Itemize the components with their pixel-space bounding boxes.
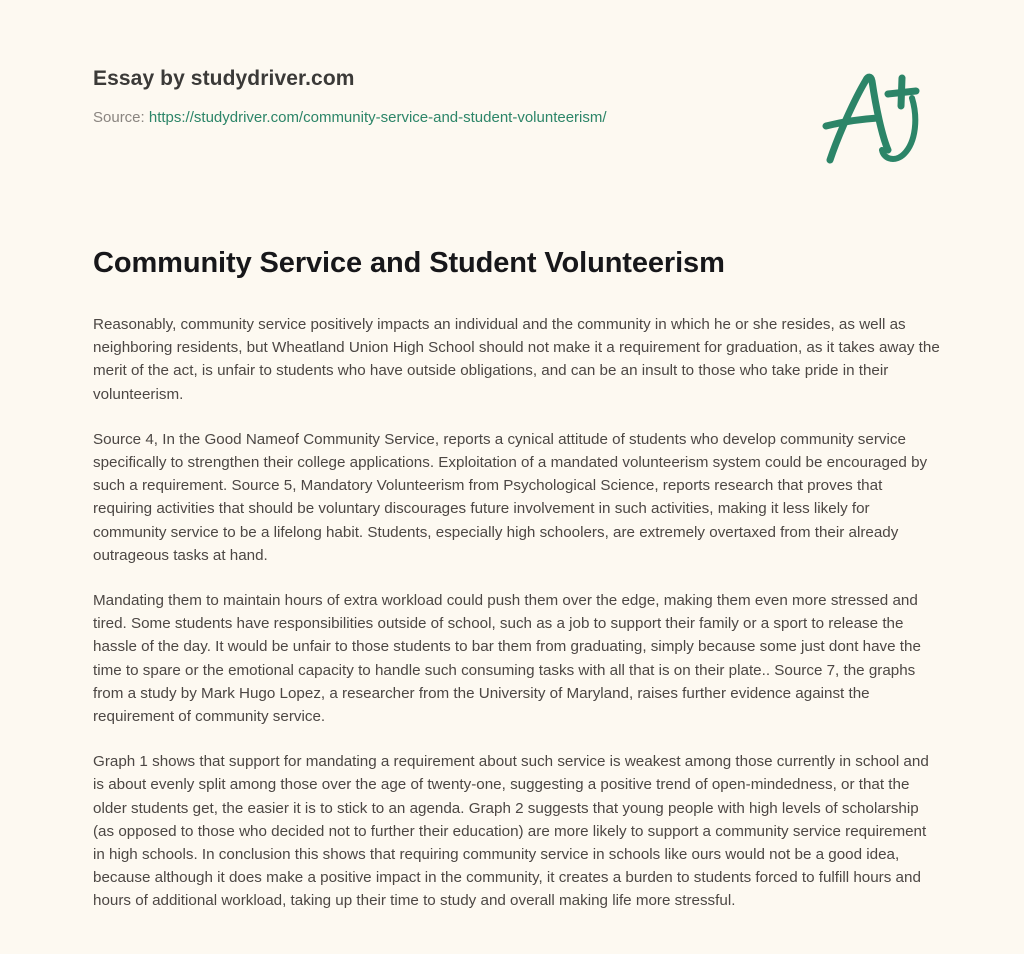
paragraph: Reasonably, community service positively impacts an individual and the community in which he or she resides, as well as neighboring residents, but Wheatland Union High School should not make it a requirement for graduation, as it takes away the merit of the act, is unfair to students who have outside obligations, and can be an insult to those who take pride in their volunteerism. <box>93 316 940 403</box>
source-label: Source: <box>93 109 145 126</box>
source-line <box>93 92 793 128</box>
page-header <box>93 66 793 128</box>
paragraph: Source 4, In the Good Nameof Community Service, reports a cynical attitude of students who develop community service specifically to strengthen their college applications. Exploitation of a mandated volunteerism system could be encouraged by such a requirement. Source 5, Mandatory Volunteerism from Psychological Science, reports research that proves that requiring activities that should be voluntary discourages future involvement in such activities, making it less likely for community service to be a lifelong habit. Students, especially high schoolers, are extremely overtaxed from their already outrageous tasks at hand. <box>93 430 928 564</box>
paragraph: Mandating them to maintain hours of extra workload could push them over the edge, making them even more stressed and tired. Some students have responsibilities outside of school, such as a job to support their family or a sport to release the hassle of the day. It would be unfair to those students to bar them from graduating, simply because some just dont have the time to spare or the emotional capacity to handle such consuming tasks with all that is on their plate.. Source 7, the graphs from a study by Mark Hugo Lopez, a researcher from the University of Maryland, raises further evidence against the requirement of community service. <box>93 592 921 726</box>
source-url-link[interactable]: https://studydriver.com/community-service-and-student-volunteerism/ <box>148 109 607 126</box>
essay-byline: Essay by studydriver.com <box>93 67 355 90</box>
page-title: Community Service and Student Volunteerism <box>93 247 725 279</box>
essay-body <box>93 313 941 913</box>
a-plus-logo-icon[interactable] <box>812 64 932 174</box>
paragraph: Graph 1 shows that support for mandating a requirement about such service is weakest among those currently in school and is about evenly split among those over the age of twenty-one, suggesting a positive trend of open-mindedness, or that the older students get, the easier it is to stick to an agenda. Graph 2 suggests that young people with high levels of scholarship (as opposed to those who decided not to further their education) are more likely to support a community service requirement in high schools. In conclusion this shows that requiring community service in schools like ours would not be a good idea, because although it does make a positive impact in the community, it creates a burden to students forced to fulfill hours and hours of additional workload, taking up their time to study and overall making life more stressful. <box>93 753 929 910</box>
